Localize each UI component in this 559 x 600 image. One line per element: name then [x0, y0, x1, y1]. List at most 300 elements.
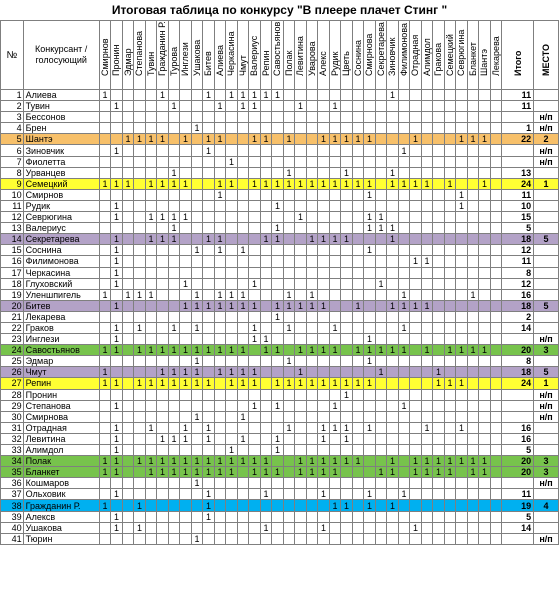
contestant-name: Урванцев: [23, 167, 99, 178]
vote-cell: 1: [375, 467, 387, 478]
vote-cell: [283, 456, 295, 467]
vote-cell: [214, 145, 226, 156]
vote-cell: 1: [387, 467, 399, 478]
vote-cell: [341, 101, 353, 112]
vote-cell: 1: [203, 456, 215, 467]
vote-cell: [410, 356, 422, 367]
vote-cell: [111, 533, 123, 544]
vote-cell: 1: [237, 300, 249, 311]
vote-cell: 1: [157, 90, 169, 101]
vote-cell: [421, 90, 433, 101]
voter-name: Семецкий: [444, 34, 455, 76]
vote-cell: 1: [157, 456, 169, 467]
total-cell: [502, 400, 534, 411]
vote-cell: [444, 445, 456, 456]
vote-cell: [260, 478, 272, 489]
vote-cell: [122, 411, 134, 422]
vote-cell: [214, 200, 226, 211]
vote-cell: [352, 467, 364, 478]
vote-cell: [444, 267, 456, 278]
vote-cell: [295, 289, 307, 300]
vote-cell: [237, 267, 249, 278]
total-cell: 5: [502, 223, 534, 234]
vote-cell: [191, 223, 203, 234]
vote-cell: [444, 123, 456, 134]
vote-cell: [180, 522, 192, 533]
vote-cell: [421, 112, 433, 123]
place-cell: [534, 189, 559, 200]
vote-cell: [99, 311, 111, 322]
table-row: [1, 123, 559, 134]
contestant-name: Филимонова: [23, 256, 99, 267]
vote-cell: [157, 389, 169, 400]
vote-cell: [479, 156, 491, 167]
vote-cell: 1: [168, 456, 180, 467]
vote-cell: 1: [111, 267, 123, 278]
vote-cell: [214, 400, 226, 411]
vote-cell: 1: [226, 300, 238, 311]
vote-cell: [134, 145, 146, 156]
vote-cell: [134, 367, 146, 378]
vote-cell: [283, 345, 295, 356]
contestant-name: Репин: [23, 378, 99, 389]
vote-cell: [456, 445, 468, 456]
vote-cell: [444, 145, 456, 156]
row-number: 28: [1, 389, 24, 400]
vote-cell: [479, 367, 491, 378]
vote-cell: [168, 289, 180, 300]
vote-cell: [260, 156, 272, 167]
vote-cell: 1: [260, 345, 272, 356]
vote-cell: [352, 256, 364, 267]
vote-cell: [226, 478, 238, 489]
vote-cell: 1: [249, 378, 261, 389]
vote-cell: 1: [191, 456, 203, 467]
vote-cell: [295, 533, 307, 544]
vote-cell: [260, 223, 272, 234]
vote-cell: [99, 389, 111, 400]
table-row: [1, 167, 559, 178]
vote-cell: 1: [99, 367, 111, 378]
vote-cell: 1: [260, 178, 272, 189]
total-cell: 11: [502, 90, 534, 101]
vote-cell: [99, 533, 111, 544]
vote-cell: [387, 378, 399, 389]
vote-cell: 1: [421, 345, 433, 356]
vote-cell: 1: [364, 500, 376, 511]
vote-cell: [272, 278, 284, 289]
vote-cell: [191, 278, 203, 289]
vote-cell: [341, 356, 353, 367]
place-cell: н/п: [534, 533, 559, 544]
vote-cell: [341, 445, 353, 456]
vote-cell: [329, 300, 341, 311]
vote-cell: [329, 433, 341, 444]
vote-cell: [283, 411, 295, 422]
vote-cell: [479, 234, 491, 245]
vote-cell: [479, 189, 491, 200]
vote-cell: 1: [421, 422, 433, 433]
vote-cell: [341, 123, 353, 134]
vote-cell: [444, 101, 456, 112]
vote-cell: 1: [168, 167, 180, 178]
vote-cell: 1: [318, 489, 330, 500]
vote-cell: [180, 256, 192, 267]
vote-cell: 1: [249, 101, 261, 112]
vote-cell: [467, 522, 479, 533]
vote-cell: [180, 356, 192, 367]
vote-cell: [260, 433, 272, 444]
vote-cell: [490, 256, 502, 267]
vote-cell: [433, 500, 445, 511]
vote-cell: [421, 411, 433, 422]
vote-cell: 1: [295, 467, 307, 478]
voter-header: [99, 21, 111, 90]
vote-cell: [180, 489, 192, 500]
vote-cell: [398, 134, 410, 145]
vote-cell: [122, 334, 134, 345]
vote-cell: [260, 189, 272, 200]
vote-cell: [157, 500, 169, 511]
vote-cell: 1: [157, 134, 169, 145]
total-cell: 11: [502, 489, 534, 500]
vote-cell: [306, 322, 318, 333]
vote-cell: [134, 90, 146, 101]
contestant-name: Левитина: [23, 433, 99, 444]
vote-cell: 1: [421, 467, 433, 478]
vote-cell: 1: [398, 322, 410, 333]
vote-cell: [364, 511, 376, 522]
vote-cell: [444, 334, 456, 345]
vote-cell: [122, 200, 134, 211]
vote-cell: [364, 101, 376, 112]
vote-cell: 1: [283, 300, 295, 311]
vote-cell: [490, 278, 502, 289]
vote-cell: [410, 212, 422, 223]
vote-cell: [260, 123, 272, 134]
vote-cell: 1: [272, 433, 284, 444]
vote-cell: 1: [237, 90, 249, 101]
vote-cell: 1: [329, 322, 341, 333]
vote-cell: [341, 278, 353, 289]
vote-cell: [306, 389, 318, 400]
vote-cell: [444, 234, 456, 245]
vote-cell: 1: [249, 90, 261, 101]
vote-cell: [226, 400, 238, 411]
table-body: [1, 90, 559, 545]
vote-cell: [306, 400, 318, 411]
vote-cell: 1: [260, 522, 272, 533]
vote-cell: [237, 489, 249, 500]
vote-cell: [490, 178, 502, 189]
vote-cell: [237, 445, 249, 456]
vote-cell: [122, 522, 134, 533]
vote-cell: [295, 334, 307, 345]
vote-cell: [145, 367, 157, 378]
vote-cell: [318, 145, 330, 156]
total-cell: 5: [502, 511, 534, 522]
vote-cell: [467, 489, 479, 500]
vote-cell: [329, 200, 341, 211]
vote-cell: [260, 411, 272, 422]
vote-cell: [490, 522, 502, 533]
voter-name: Уварова: [306, 41, 317, 76]
vote-cell: 1: [272, 378, 284, 389]
voter-name: Алимдол: [421, 38, 432, 76]
vote-cell: [318, 356, 330, 367]
vote-cell: [237, 478, 249, 489]
vote-cell: [364, 267, 376, 278]
vote-cell: [168, 389, 180, 400]
vote-cell: 1: [111, 345, 123, 356]
vote-cell: [157, 123, 169, 134]
vote-cell: [214, 267, 226, 278]
vote-cell: [490, 389, 502, 400]
vote-cell: [352, 234, 364, 245]
total-cell: 12: [502, 245, 534, 256]
row-number: 39: [1, 511, 24, 522]
vote-cell: [318, 267, 330, 278]
vote-cell: [99, 234, 111, 245]
vote-cell: [467, 367, 479, 378]
vote-cell: [352, 522, 364, 533]
vote-cell: [375, 289, 387, 300]
vote-cell: [272, 256, 284, 267]
vote-cell: [157, 478, 169, 489]
vote-cell: [467, 256, 479, 267]
vote-cell: 1: [203, 134, 215, 145]
vote-cell: [444, 311, 456, 322]
row-number: 4: [1, 123, 24, 134]
vote-cell: 1: [237, 433, 249, 444]
vote-cell: [421, 289, 433, 300]
vote-cell: [467, 411, 479, 422]
voter-header: [214, 21, 226, 90]
vote-cell: [444, 223, 456, 234]
vote-cell: [134, 445, 146, 456]
vote-cell: 1: [237, 367, 249, 378]
vote-cell: 1: [295, 101, 307, 112]
vote-cell: 1: [272, 345, 284, 356]
vote-cell: [203, 356, 215, 367]
vote-cell: 1: [214, 234, 226, 245]
vote-cell: [111, 112, 123, 123]
vote-cell: [398, 433, 410, 444]
vote-cell: [398, 522, 410, 533]
vote-cell: [467, 445, 479, 456]
vote-cell: 1: [237, 411, 249, 422]
vote-cell: [364, 145, 376, 156]
vote-cell: [444, 134, 456, 145]
vote-cell: [237, 422, 249, 433]
vote-cell: [168, 356, 180, 367]
vote-cell: 1: [364, 334, 376, 345]
vote-cell: 1: [272, 400, 284, 411]
vote-cell: [375, 445, 387, 456]
vote-cell: 1: [341, 234, 353, 245]
vote-cell: [122, 123, 134, 134]
vote-cell: [237, 400, 249, 411]
vote-cell: [444, 478, 456, 489]
vote-cell: [479, 311, 491, 322]
table-row: [1, 212, 559, 223]
vote-cell: [421, 101, 433, 112]
vote-cell: [410, 500, 422, 511]
contestant-name: Савостьянов: [23, 345, 99, 356]
vote-cell: [237, 389, 249, 400]
vote-cell: [283, 256, 295, 267]
vote-cell: [467, 322, 479, 333]
vote-cell: [444, 245, 456, 256]
vote-cell: 1: [249, 278, 261, 289]
vote-cell: [191, 433, 203, 444]
vote-cell: [272, 123, 284, 134]
vote-cell: [490, 167, 502, 178]
total-cell: 15: [502, 212, 534, 223]
vote-cell: 1: [214, 289, 226, 300]
table-row: [1, 322, 559, 333]
total-cell: 18: [502, 300, 534, 311]
vote-cell: [387, 123, 399, 134]
vote-cell: [122, 367, 134, 378]
vote-cell: 1: [249, 134, 261, 145]
vote-cell: [122, 234, 134, 245]
vote-cell: 1: [111, 433, 123, 444]
vote-cell: [341, 212, 353, 223]
vote-cell: 1: [157, 212, 169, 223]
total-cell: [502, 389, 534, 400]
vote-cell: [375, 145, 387, 156]
vote-cell: 1: [375, 345, 387, 356]
vote-cell: [283, 511, 295, 522]
voter-header: [433, 21, 445, 90]
vote-cell: [456, 167, 468, 178]
vote-cell: 1: [260, 90, 272, 101]
vote-cell: [341, 400, 353, 411]
vote-cell: 1: [111, 400, 123, 411]
vote-cell: [398, 334, 410, 345]
vote-cell: 1: [387, 234, 399, 245]
vote-cell: [260, 145, 272, 156]
voter-name: Зиновчик: [387, 37, 398, 76]
table-row: [1, 112, 559, 123]
vote-cell: 1: [295, 178, 307, 189]
vote-cell: [295, 422, 307, 433]
vote-cell: [444, 256, 456, 267]
vote-cell: [122, 145, 134, 156]
vote-cell: [329, 445, 341, 456]
vote-cell: 1: [410, 467, 422, 478]
vote-cell: [421, 322, 433, 333]
place-cell: [534, 289, 559, 300]
vote-cell: [433, 489, 445, 500]
vote-cell: [122, 101, 134, 112]
vote-cell: [111, 478, 123, 489]
vote-cell: [157, 411, 169, 422]
vote-cell: 1: [111, 378, 123, 389]
vote-cell: 1: [203, 433, 215, 444]
voter-name: Смирнов: [99, 38, 110, 76]
vote-cell: [145, 433, 157, 444]
vote-cell: [168, 522, 180, 533]
voter-header: [467, 21, 479, 90]
vote-cell: [398, 445, 410, 456]
vote-cell: [398, 156, 410, 167]
vote-cell: [214, 411, 226, 422]
vote-cell: [352, 422, 364, 433]
vote-cell: [226, 500, 238, 511]
vote-cell: 1: [191, 345, 203, 356]
vote-cell: [387, 311, 399, 322]
vote-cell: [375, 500, 387, 511]
vote-cell: [214, 223, 226, 234]
vote-cell: 1: [145, 212, 157, 223]
voter-header: [364, 21, 376, 90]
vote-cell: 1: [214, 467, 226, 478]
vote-cell: [479, 223, 491, 234]
row-number: 35: [1, 467, 24, 478]
vote-cell: [341, 245, 353, 256]
vote-cell: 1: [364, 422, 376, 433]
vote-cell: [467, 123, 479, 134]
vote-cell: 1: [180, 367, 192, 378]
place-cell: [534, 212, 559, 223]
vote-cell: [352, 200, 364, 211]
vote-cell: [352, 311, 364, 322]
vote-cell: 1: [203, 511, 215, 522]
vote-cell: [191, 311, 203, 322]
vote-cell: [157, 489, 169, 500]
vote-cell: [203, 189, 215, 200]
vote-cell: [283, 367, 295, 378]
vote-cell: [421, 245, 433, 256]
vote-cell: [249, 445, 261, 456]
vote-cell: [364, 289, 376, 300]
vote-cell: [122, 389, 134, 400]
vote-cell: [180, 234, 192, 245]
total-cell: [502, 478, 534, 489]
vote-cell: 1: [410, 300, 422, 311]
place-cell: 3: [534, 467, 559, 478]
voter-header: [145, 21, 157, 90]
vote-cell: [168, 245, 180, 256]
vote-cell: [134, 156, 146, 167]
vote-cell: [272, 289, 284, 300]
vote-cell: [145, 112, 157, 123]
vote-cell: [479, 378, 491, 389]
vote-cell: [318, 322, 330, 333]
vote-cell: [410, 445, 422, 456]
vote-cell: [145, 300, 157, 311]
vote-cell: [249, 511, 261, 522]
vote-cell: [433, 289, 445, 300]
row-number: 8: [1, 167, 24, 178]
vote-cell: [329, 145, 341, 156]
vote-cell: [467, 167, 479, 178]
vote-cell: [467, 156, 479, 167]
vote-cell: [99, 256, 111, 267]
vote-cell: [157, 422, 169, 433]
vote-cell: [421, 389, 433, 400]
vote-cell: [490, 245, 502, 256]
vote-cell: [387, 134, 399, 145]
vote-cell: [387, 489, 399, 500]
vote-cell: [295, 123, 307, 134]
vote-cell: [306, 278, 318, 289]
vote-cell: 1: [111, 101, 123, 112]
vote-cell: [467, 278, 479, 289]
vote-cell: 1: [410, 522, 422, 533]
